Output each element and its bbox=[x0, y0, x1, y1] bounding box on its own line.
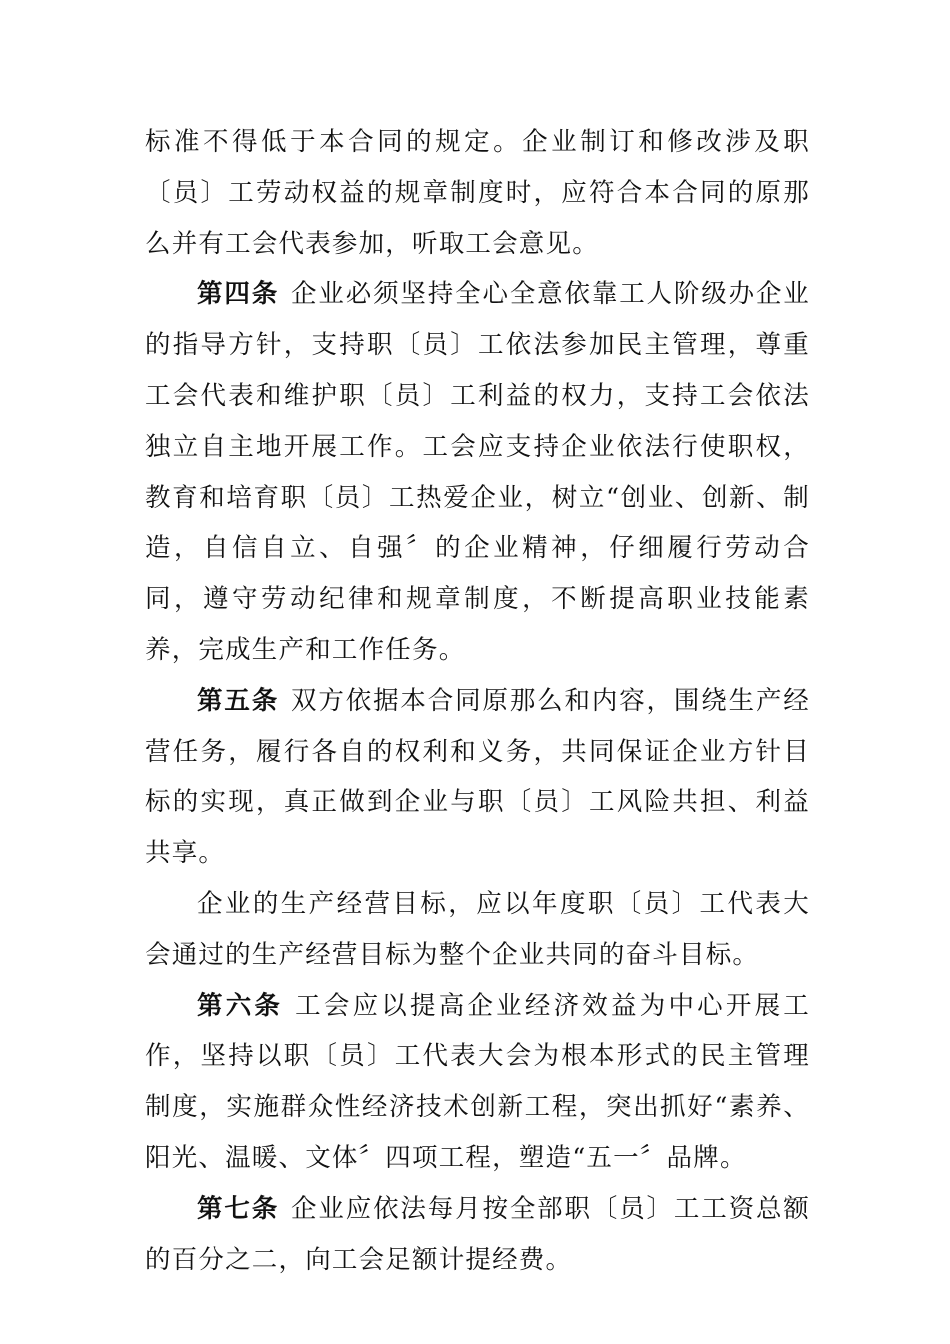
article-5-paragraph bbox=[145, 676, 810, 879]
document-body bbox=[145, 117, 810, 1285]
article-6-paragraph bbox=[145, 981, 810, 1184]
article-number: 第五条 bbox=[197, 685, 280, 716]
paragraph-text: 标准不得低于本合同的规定。企业制订和修改涉及职〔员〕工劳动权益的规章制度时，应符合本合同的原那么并有工会代表参加，听取工会意见。 bbox=[145, 127, 810, 259]
article-number: 第四条 bbox=[197, 279, 280, 310]
paragraph-text: 工会应以提高企业经济效益为中心开展工作，坚持以职〔员〕工代表大会为根本形式的民主管理制度，实施群众性经济技术创新工程，突出抓好“素养、阳光、温暖、文体〞四项工程，塑造“五一〞品牌。 bbox=[145, 990, 810, 1173]
article-4-paragraph bbox=[145, 269, 810, 675]
paragraph-text: 双方依据本合同原那么和内容，围绕生产经营任务，履行各自的权利和义务，共同保证企业方针目标的实现，真正做到企业与职〔员〕工风险共担、利益共享。 bbox=[145, 685, 810, 869]
article-number: 第六条 bbox=[197, 990, 284, 1021]
paragraph-text: 企业的生产经营目标，应以年度职〔员〕工代表大会通过的生产经营目标为整个企业共同的奋斗目标。 bbox=[145, 888, 810, 970]
article-number: 第七条 bbox=[197, 1193, 280, 1224]
paragraph-text: 企业必须坚持全心全意依靠工人阶级办企业的指导方针，支持职〔员〕工依法参加民主管理，尊重工会代表和维护职〔员〕工利益的权力，支持工会依法独立自主地开展工作。工会应支持企业依法行使职权，教育和培育职〔员〕工热爱企业，树立“创业、创新、制造，自信自立、自强〞的企业精神，仔细履行劳动合同，遵守劳动纪律和规章制度，不断提高职业技能素养，完成生产和工作任务。 bbox=[145, 279, 810, 665]
paragraph-continuation bbox=[145, 117, 810, 269]
article-5-sub-paragraph bbox=[145, 879, 810, 981]
article-7-paragraph bbox=[145, 1184, 810, 1286]
paragraph-text: 企业应依法每月按全部职〔员〕工工资总额的百分之二，向工会足额计提经费。 bbox=[145, 1193, 810, 1275]
